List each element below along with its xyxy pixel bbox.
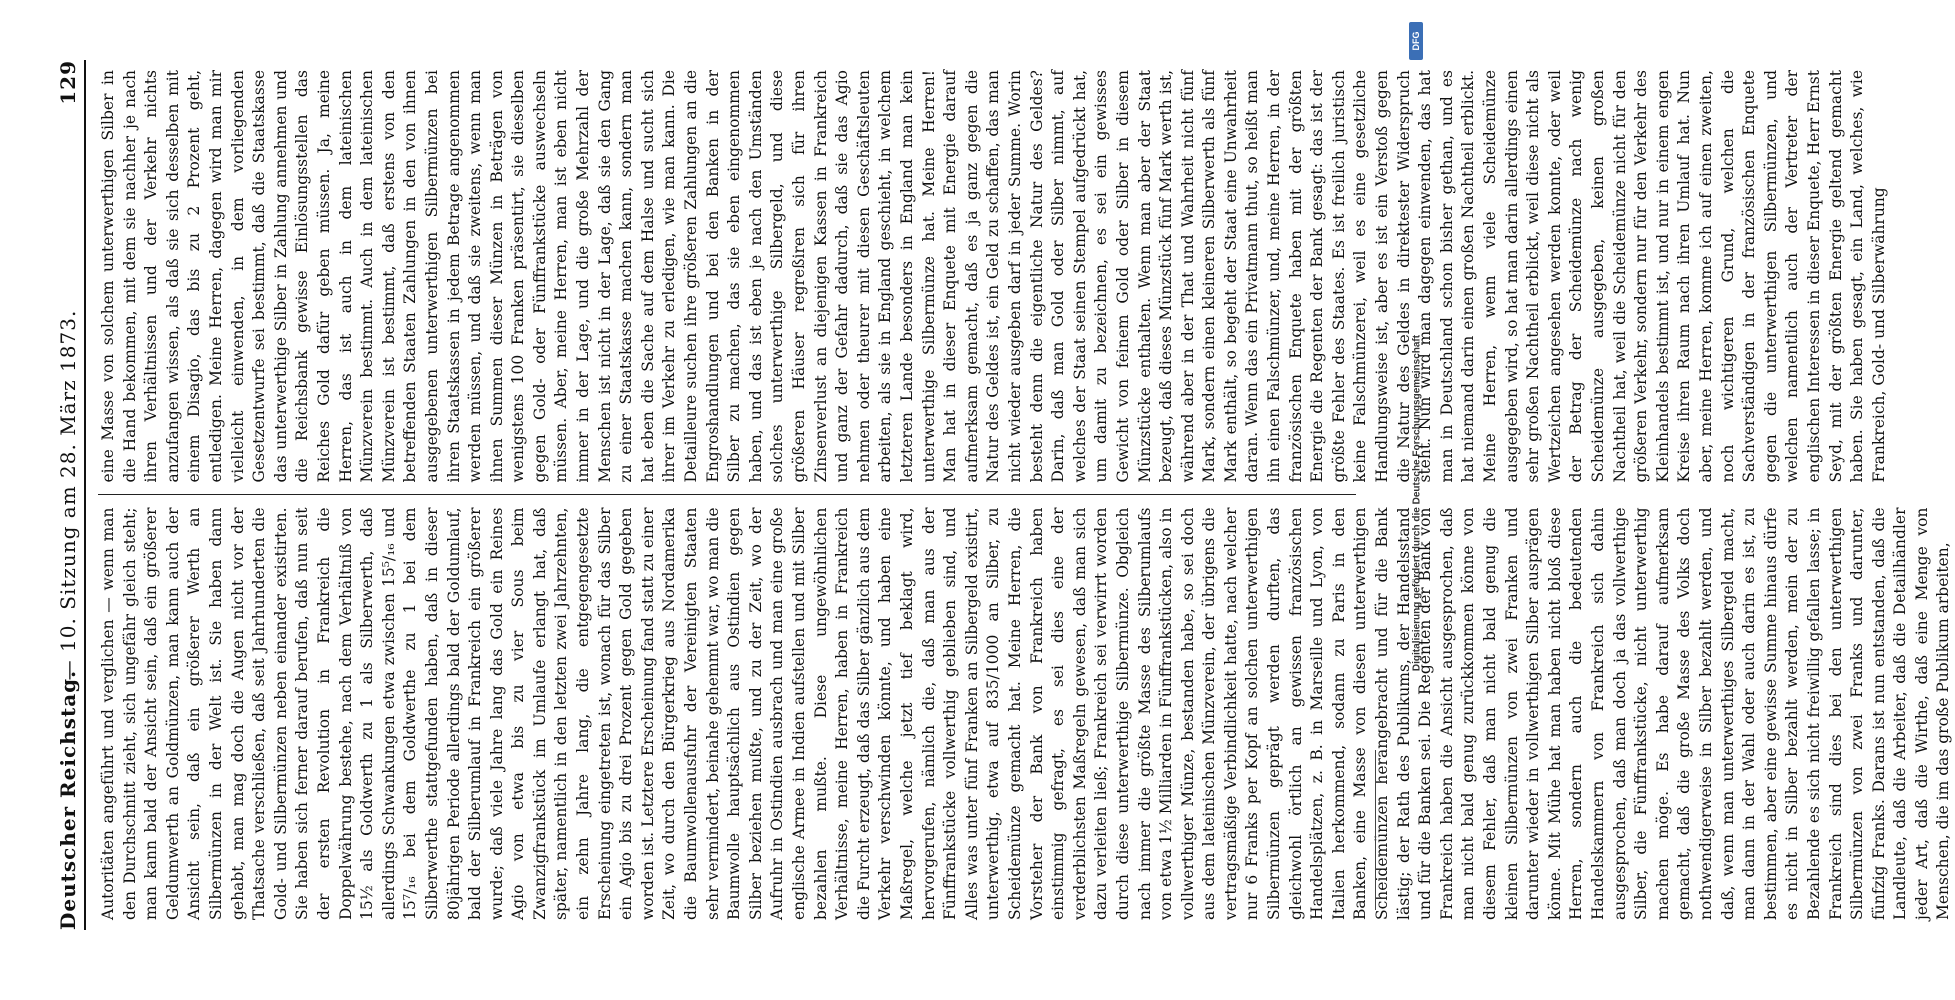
running-head <box>54 60 86 930</box>
footer-rule <box>1375 750 1376 910</box>
dfg-credit <box>1404 20 1430 986</box>
page-number: 129 <box>56 60 80 105</box>
dfg-credit-text: Digitalisierung gefördert durch die Deutsche Forschungsgemeinschaft <box>1411 334 1423 672</box>
paragraph: Autoritäten angeführt und verglichen — wenn man den Durchschnitt zieht, sich ungefähr gleich steht; man kann bald der Ansicht sein, daß ein größerer Geldumwerth an Goldmünzen, man kann auch der Ansicht sein, daß ein größerer Werth an Silbermünzen in der Welt ist. Sie haben dann gehabt, man mag doch die Augen nicht vor der Thatsache verschließen, daß seit Jahrhunderten die Gold- und Silbermünzen neben einander existirten. Sie haben sich ferner darauf berufen, daß nun seit der ersten Revolution in Frankreich die Doppelwährung bestehe, nach dem Verhältniß von 15½ als Goldwerth zu 1 als Silberwerth, daß allerdings Schwankungen etwa zwischen 15⁵/₁₆ und 15⁷/₁₆ bei dem Goldwerthe zu 1 bei dem Silberwerthe stattgefunden haben, daß in dieser 80jährigen Periode allerdings bald der Goldumlauf, bald der Silberumlauf in Frankreich ein größerer wurde; daß viele Jahre lang das Gold ein Reines Agio von etwa bis zu vier Sous beim Zwanzigfrankstück im Umlaufe erlangt hat, daß später, namentlich in den letzten zwei Jahrzehnten, ein zehn Jahre lang, die entgegengesetzte Erscheinung eingetreten ist, wonach für das Silber ein Agio bis zu drei Prozent gegen Gold gegeben worden ist. Letztere Erscheinung fand statt zu einer Zeit, wo durch den Bürgerkrieg aus Nordamerika die Baumwollenausfuhr der Vereinigten Staaten sehr vermindert, beinahe gehemmt war, wo man die Baumwolle hauptsächlich aus Ostindien gegen Silber beziehen mußte, und zu der Zeit, wo der Aufruhr in Ostindien ausbrach und man eine große englische Armee in Indien aufstellen und mit Silber bezahlen mußte. Diese ungewöhnlichen Verhältnisse, meine Herren, haben in Frankreich die Furcht erzeugt, daß das Silber gänzlich aus dem Verkehr verschwinden könnte, und haben eine Maßregel, welche jetzt tief beklagt wird, hervorgerufen, nämlich die, daß man aus der Fünffrankstücke vollwerthig geblieben sind, und Alles was unter fünf Franken an Silbergeld existirt, unterwerthig, etwa auf 835/1000 an Silber, zu Scheidemünze gemacht hat. Meine Herren, die Vorsteher der Bank von Frankreich haben einstimmig gefragt, es sei dies eine der verderblichsten Maßregeln gewesen, daß man sich dazu verleiten ließ; Frankreich sei verwirrt worden durch diese unterwerthige Silbermünze. Obgleich nach immer die größte Masse des Silberumlaufs von etwa 1½ Milliarden in Fünffrankstücken, also in vollwerthiger Münze, bestanden habe, so sei doch aus dem lateinischen Münzverein, der übrigens die vertragsmäßige Verbindlichkeit hatte, nach welcher nur 6 Franks per Kopf an solchen unterwerthigen Silbermünzen geprägt werden durften, das gleichwohl örtlich an gewissen französischen Handelsplätzen, z. B. in Marseille und Lyon, von Italien herkommend, sodann zu Paris in den Banken, eine Masse von diesen unterwerthigen Scheidemünzen herangebracht und für die Bank lästig; der Rath des Publikums, der Handelsstand und für die Banken sei. Die Regenten der Bank von Frankreich haben die Ansicht ausgesprochen, daß man nicht bald genug zurückkommen könne von diesem Fehler, daß man nicht bald genug die kleinen Silbermünzen von zwei Franken und darunter wieder in vollwerthigen Silber ausprägen könne. Mit Mühe hat man haben nicht bloß diese Herren, sondern auch die bedeutenden Handelskammern von Frankreich sich dahin ausgesprochen, daß man doch ja das vollwerthige Silber, die Fünffrankstücke, nicht unterwerthig machen möge. Es habe darauf aufmerksam gemacht, daß die große Masse des Volks doch nothwendigerweise in Silber bezahlt werden, und daß, wenn man unterwerthiges Silbergeld macht, man dann in der Wahl oder auch darin es ist, zu bestimmen, aber eine gewisse Summe hinaus dürfe es nicht in Silber bezahlt werden, mein der zu Bezahlende es sich nicht freiwillig gefallen lasse; in Frankreich sind dies bei den unterwerthigen Silbermünzen von zwei Franks und darunter, fünfzig Franks. Darans ist nun entstanden, daß die Landleute, daß die Arbeiter, daß die Detailhändler jeder Art, daß die Wirthe, daß eine Menge von Menschen, die im das große Publikum arbeiten, <box>99 507 1953 920</box>
paragraph: eine Masse von solchem unterwerthigen Silber in die Hand bekommen, mit dem sie nachher je nach ihren Verhältnissen und der Verkehr nichts anzufangen wissen, als daß sie sich desselben mit einem Disagio, das bis zu 2 Prozent geht, entledigen. Meine Herren, dagegen wird man mir vielleicht einwenden, in dem vorliegenden Gesetzentwurfe sei bestimmt, daß die Staatskasse das unterwerthige Silber in Zahlung annehmen und die Reichsbank gewisse Einlösungsstellen das Reiches Gold dafür geben müssen. Ja, meine Herren, das ist auch in dem lateinischen Münzverein bestimmt. Auch in dem lateinischen Münzverein ist bestimmt, daß erstens von den betreffenden Staaten Zahlungen in den von ihnen ausgegebenen unterwerthigen Silbermünzen bei ihren Staatskassen in jedem Betrage angenommen werden müssen, und daß sie zweitens, wenn man ihnen Summen dieser Münzen in Beträgen von wenigstens 100 Franken präsentirt, sie dieselben gegen Gold- oder Fünffrankstücke auswechseln müssen. Aber, meine Herren, man ist eben nicht immer in der Lage, und die große Mehrzahl der Menschen ist nicht in der Lage, daß sie den Gang zu einer Staatskasse machen kann, sondern man hat eben die Sache auf dem Halse und sucht sich ihrer im Verkehr zu erledigen, wie man kann. Die Detailleure suchen ihre größeren Zahlungen an die Engroshandlungen und bei den Banken in der Silber zu machen, das sie eben eingenommen haben, und das ist eben je nach den Umständen solches unterwerthige Silbergeld, und diese größeren Häuser regreßiren sich für ihren Zinsenverlust an diejenigen Kassen in Frankreich und ganz der Gefahr dadurch, daß sie das Agio nehmen oder theurer mit diesen Geschäftsleuten arbeiten, als sie in England geschieht, in welchem letzteren Lande besonders in England man kein unterwerthige Silbermünze hat. Meine Herren! Man hat in dieser Enquete mit Energie darauf aufmerksam gemacht, daß es ja ganz gegen die Natur des Geldes ist, ein Geld zu schaffen, das man nicht wieder ausgeben darf in jeder Summe. Worin besteht denn die eigentliche Natur des Geldes? Darin, daß man Gold oder Silber nimmt, auf welches der Staat seinen Stempel aufgedrückt hat, um damit zu bezeichnen, es sei ein gewisses Gewicht von feinem Gold oder Silber in diesem Münzstücke enthalten. Wenn man aber der Staat bezeugt, daß dieses Münzstück fünf Mark werth ist, während aber in der That und Wahrheit nicht fünf Mark, sondern einen kleineren Silberwerth als fünf Mark enthält, so begeht der Staat eine Unwahrheit daran. Wenn das ein Privatmann thut, so heißt man ihn einen Falschmünzer, und, meine Herren, in der französischen Enquete haben mit der größten Energie die Regenten der Bank gesagt: das ist der größte Fehler des Staates. Es ist freilich juristisch keine Falschmünzerei, weil es eine gesetzliche Handlungsweise ist, aber es ist ein Verstoß gegen die Natur des Geldes in direktester Widerspruch steht. Nun wird man dagegen einwenden, das hat man in Deutschland schon bisher gethan, und es hat niemand darin einen großen Nachtheil erblickt. Meine Herren, wenn viele Scheidemünze ausgegeben wird, so hat man darin allerdings einen sehr großen Nachtheil erblickt, weil diese nicht als Wertzeichen angesehen werden konnte, oder weil der Betrag der Scheidemünze nach wenig Scheidemünze ausgegeben, keinen großen Nachtheil hat, weil die Scheidemünze nicht für den größeren Verkehr, sondern nur für den Verkehr des Kleinhandels bestimmt ist, und nur in einem engen Kreise ihren Raum nach ihren Umlauf hat. Nun aber, meine Herren, komme ich auf einen zweiten, noch wichtigeren Grund, welchen die Sachverständigen in der französischen Enquete gegen die unterwerthigen Silbermünzen, und welchen namentlich auch der Vertreter der englischen Interessen in dieser Enquete, Herr Ernst Seyd, mit der größten Energie geltend gemacht haben. Sie haben gesagt, ein Land, welches, wie Frankreich, Gold- und Silberwährung <box>99 70 1888 483</box>
dfg-badge <box>1409 22 1423 60</box>
running-head-session: — 10. Sitzung am 28. März 1873. <box>56 309 80 681</box>
column-right <box>98 60 1888 493</box>
running-head-title: Deutscher Reichstag. <box>56 669 80 930</box>
dfg-badge-text: DFG <box>1411 31 1421 51</box>
column-divider <box>98 495 1356 496</box>
